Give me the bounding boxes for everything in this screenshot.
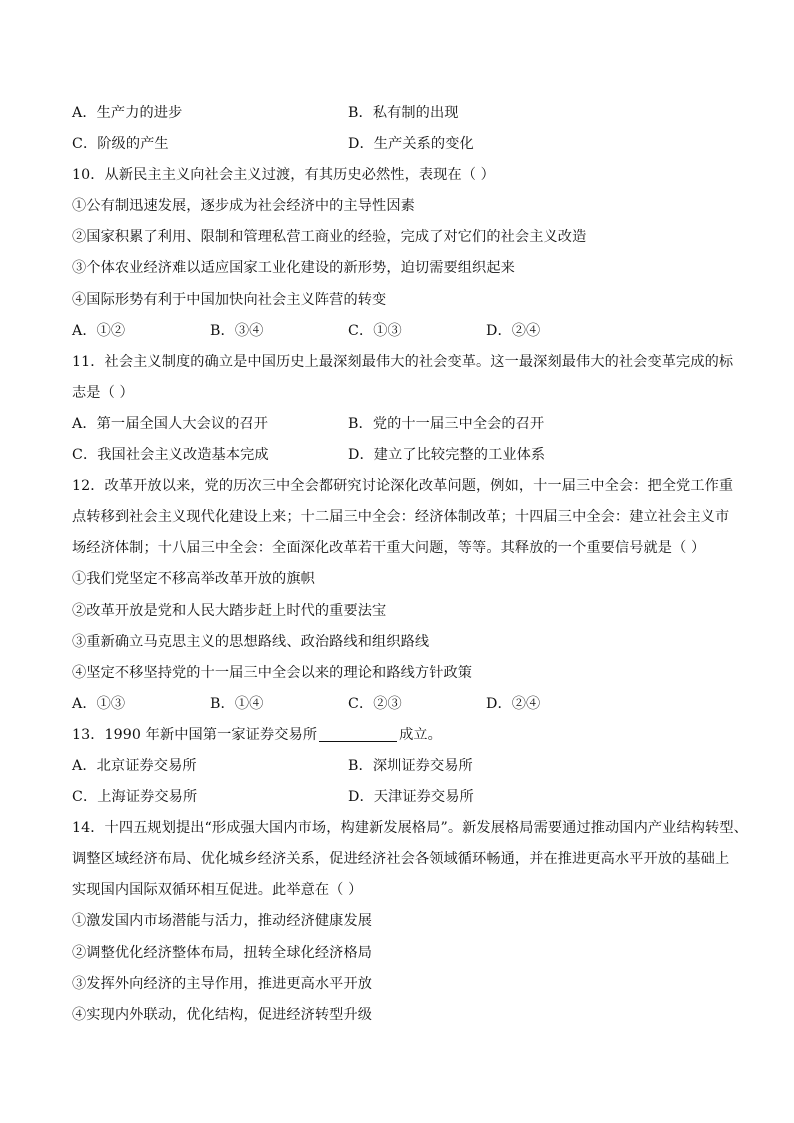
q13-option-a: A．北京证券交易所: [72, 757, 197, 774]
q14-statement-2: ②调整优化经济整体布局，扭转全球化经济格局: [72, 944, 373, 961]
q11-stem-line-2: 志是（ ）: [72, 384, 134, 401]
q12-stem-line-1: 12．改革开放以来，党的历次三中全会都研究讨论深化改革问题，例如，十一届三中全会：把全党工作重: [72, 478, 734, 495]
q11-option-a: A．第一届全国人大会议的召开: [72, 415, 269, 432]
q10-statement-4: ④国际形势有利于中国加快向社会主义阵营的转变: [72, 291, 387, 308]
q14-statement-1: ①激发国内市场潜能与活力，推动经济健康发展: [72, 913, 373, 930]
q13-stem-before: 13．1990 年新中国第一家证券交易所: [72, 726, 318, 743]
q10-statement-1: ①公有制迅速发展，逐步成为社会经济中的主导性因素: [72, 198, 415, 215]
q14-statement-4: ④实现内外联动，优化结构，促进经济转型升级: [72, 1006, 373, 1023]
q10-option-a: A．①②: [72, 322, 126, 339]
q13-stem-after: 成立。: [399, 726, 442, 743]
q9-option-b: B．私有制的出现: [348, 105, 459, 121]
q14-stem-line-1: 14．十四五规划提出“形成强大国内市场，构建新发展格局”。新发展格局需要通过推动国内产业结构转型、: [72, 820, 748, 837]
q12-option-c: C．②③: [348, 695, 402, 712]
q11-options-row-2: [72, 440, 722, 471]
q10-statement-3: ③个体农业经济难以适应国家工业化建设的新形势，迫切需要组织起来: [72, 260, 515, 277]
q12-stem-line-2: 点转移到社会主义现代化建设上来；十二届三中全会：经济体制改革；十四届三中全会：建立社会主义市: [72, 509, 730, 526]
q9-option-c: C．阶级的产生: [72, 136, 169, 153]
q13-option-c: C．上海证券交易所: [72, 789, 198, 806]
q14-stem-line-3: 实现国内国际双循环相互促进。此举意在（ ）: [72, 882, 363, 899]
q12-statement-2: ②改革开放是党和人民大踏步赶上时代的重要法宝: [72, 602, 387, 619]
q10-stem: 10．从新民主主义向社会主义过渡，有其历史必然性，表现在（ ）: [72, 167, 495, 184]
q12-statement-1: ①我们党坚定不移高举改革开放的旗帜: [72, 571, 315, 588]
exam-page: [72, 98, 748, 1031]
q11-option-d: D．建立了比较完整的工业体系: [348, 447, 546, 464]
q14-statement-3: ③发挥外向经济的主导作用，推进更高水平开放: [72, 975, 373, 992]
q13-option-b: B．深圳证券交易所: [348, 757, 473, 774]
q10-option-d: D．②④: [486, 322, 541, 339]
q10-options: [72, 316, 722, 347]
q9-option-a: A．生产力的进步: [72, 105, 183, 121]
q13-stem: [72, 720, 722, 751]
q9-options-row-2: [72, 129, 722, 160]
q11-options-row-1: [72, 409, 722, 440]
q11-option-c: C．我国社会主义改造基本完成: [72, 447, 269, 464]
q14-stem-line-2: 调整区域经济布局、优化城乡经济关系，促进经济社会各领域循环畅通，并在推进更高水平开放的基础上: [72, 851, 730, 868]
q9-options-row-1: [72, 98, 722, 129]
q13-answer-blank: [319, 725, 397, 742]
q13-options-row-1: [72, 751, 722, 782]
q11-stem-line-1: 11．社会主义制度的确立是中国历史上最深刻最伟大的社会变革。这一最深刻最伟大的社会变革完成的标: [72, 353, 734, 370]
q13-option-d: D．天津证券交易所: [348, 789, 474, 806]
q12-statement-4: ④坚定不移坚持党的十一届三中全会以来的理论和路线方针政策: [72, 664, 473, 681]
q13-options-row-2: [72, 782, 722, 813]
q12-option-d: D．②④: [486, 695, 541, 712]
q10-statement-2: ②国家积累了利用、限制和管理私营工商业的经验，完成了对它们的社会主义改造: [72, 229, 587, 246]
q12-option-b: B．①④: [210, 695, 264, 712]
q10-option-b: B．③④: [210, 322, 264, 339]
q12-option-a: A．①③: [72, 695, 126, 712]
q12-options: [72, 689, 722, 720]
q9-option-d: D．生产关系的变化: [348, 136, 474, 153]
q11-option-b: B．党的十一届三中全会的召开: [348, 415, 545, 432]
q10-option-c: C．①③: [348, 322, 402, 339]
q12-statement-3: ③重新确立马克思主义的思想路线、政治路线和组织路线: [72, 633, 430, 650]
q12-stem-line-3: 场经济体制；十八届三中全会：全面深化改革若干重大问题，等等。其释放的一个重要信号就是（ ）: [72, 540, 706, 557]
